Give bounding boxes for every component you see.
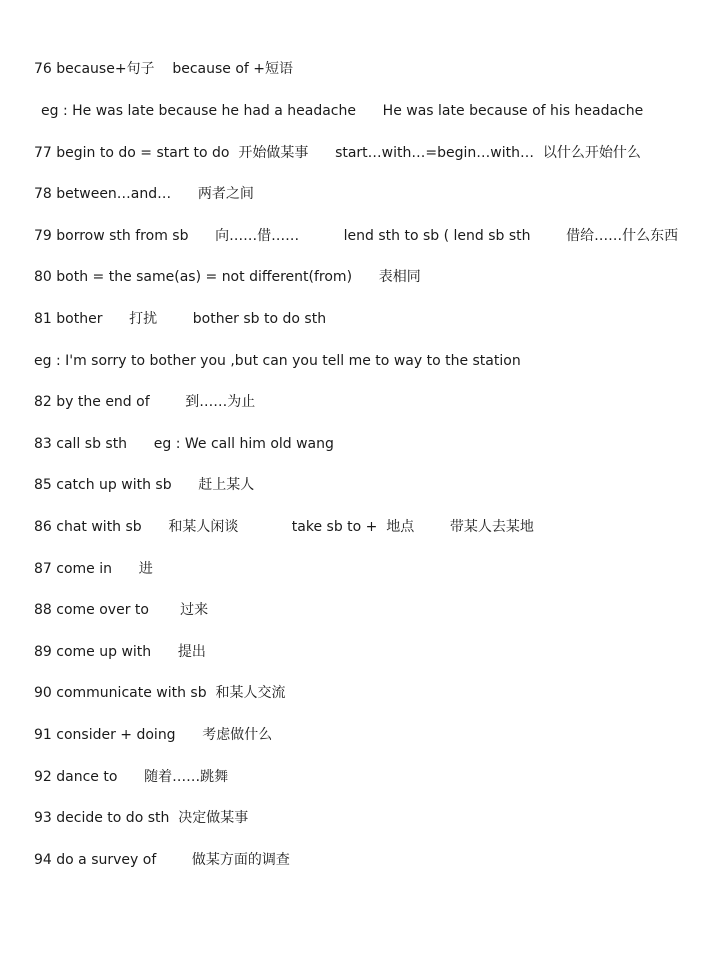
entry-76: 76 because+句子 because of +短语 [34, 61, 294, 77]
example-76: eg : He was late because he had a headache He was late because of his headache [41, 103, 644, 119]
entry-87: 87 come in 进 [34, 561, 153, 577]
entry-88: 88 come over to 过来 [34, 602, 209, 618]
entry-83: 83 call sb sth eg : We call him old wang [34, 436, 334, 452]
entry-94: 94 do a survey of 做某方面的调查 [34, 852, 290, 868]
entry-89: 89 come up with 提出 [34, 644, 206, 660]
entry-93: 93 decide to do sth 决定做某事 [34, 810, 249, 826]
entry-92: 92 dance to 随着……跳舞 [34, 769, 229, 785]
example-81: eg : I'm sorry to bother you ,but can you tell me to way to the station [34, 353, 521, 369]
entry-86: 86 chat with sb 和某人闲谈 take sb to + 地点 带某人去某地 [34, 519, 534, 535]
entry-80: 80 both = the same(as) = not different(from) 表相同 [34, 269, 421, 285]
entry-81: 81 bother 打扰 bother sb to do sth [34, 311, 327, 327]
entry-90: 90 communicate with sb 和某人交流 [34, 685, 286, 701]
entry-78: 78 between…and… 两者之间 [34, 186, 254, 202]
entry-82: 82 by the end of 到……为止 [34, 394, 256, 410]
entry-85: 85 catch up with sb 赶上某人 [34, 477, 255, 493]
entry-77: 77 begin to do = start to do 开始做某事 start…with…=begin…with… 以什么开始什么 [34, 145, 641, 161]
entry-91: 91 consider + doing 考虑做什么 [34, 727, 273, 743]
entry-79: 79 borrow sth from sb 向……借…… lend sth to sb ( lend sb sth 借给……什么东西 [34, 228, 679, 244]
